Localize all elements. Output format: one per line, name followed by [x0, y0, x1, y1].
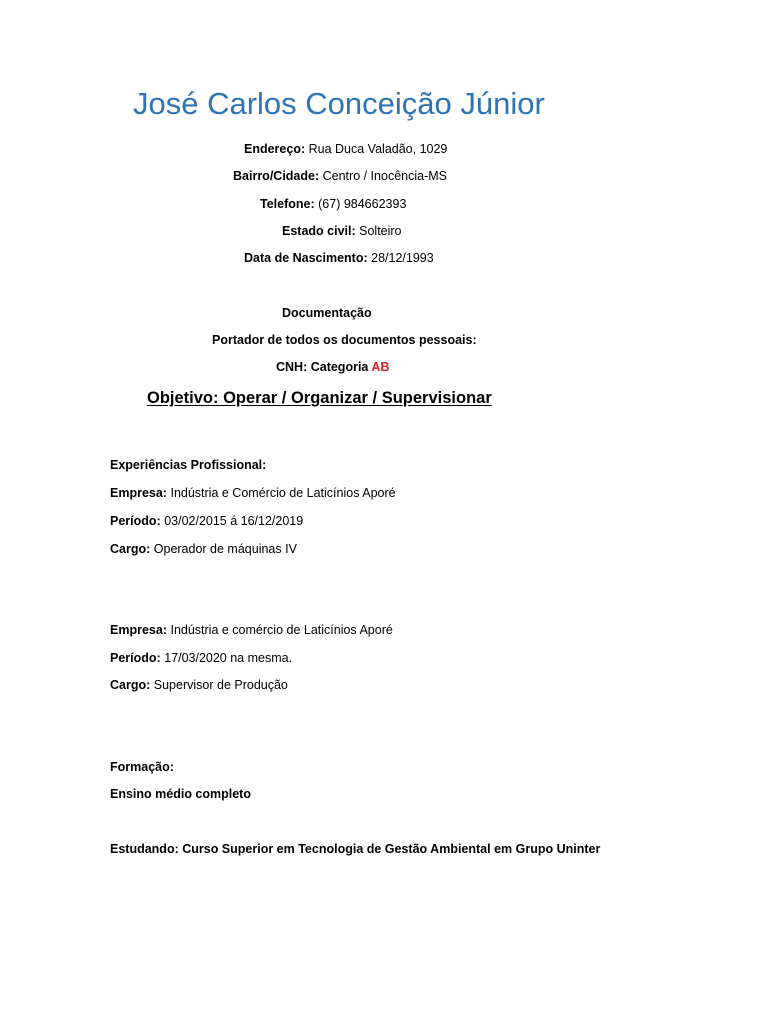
job-2-period — [110, 650, 292, 666]
job-2-company-value: Indústria e comércio de Laticínios Aporé — [170, 623, 393, 637]
job-1-period — [110, 513, 303, 529]
education-title: Formação: — [110, 760, 174, 774]
address-label: Endereço: — [244, 142, 306, 156]
cnh-line — [276, 359, 389, 375]
documents-statement: Portador de todos os documentos pessoais: — [212, 333, 477, 347]
objective-heading: Objetivo: Operar / Organizar / Supervisionar — [147, 389, 492, 407]
education-studying: Estudando: Curso Superior em Tecnologia de Gestão Ambiental em Grupo Uninter — [110, 842, 601, 856]
job-1-role — [110, 541, 297, 557]
job-1-role-value: Operador de máquinas IV — [153, 542, 297, 556]
phone-label: Telefone: — [260, 197, 315, 211]
city-label: Bairro/Cidade: — [233, 169, 320, 183]
civil-status-line — [282, 223, 402, 239]
job-2-company-label: Empresa: — [110, 623, 167, 637]
birth-date-value: 28/12/1993 — [371, 251, 434, 265]
job-2-role — [110, 677, 288, 693]
civil-status-value: Solteiro — [359, 224, 402, 238]
education-level: Ensino médio completo — [110, 787, 251, 801]
documents-title: Documentação — [282, 306, 372, 320]
job-1-period-label: Período: — [110, 514, 161, 528]
job-2-role-value: Supervisor de Produção — [153, 678, 288, 692]
phone-value: (67) 984662393 — [318, 197, 407, 211]
job-1-company-value: Indústria e Comércio de Laticínios Aporé — [170, 486, 396, 500]
job-1-company-label: Empresa: — [110, 486, 167, 500]
birth-date-line — [244, 250, 434, 266]
job-1-company — [110, 485, 396, 501]
birth-date-label: Data de Nascimento: — [244, 251, 368, 265]
job-1-period-value: 03/02/2015 á 16/12/2019 — [164, 514, 304, 528]
phone-line — [260, 196, 406, 212]
experience-title: Experiências Profissional: — [110, 458, 267, 472]
address-line — [244, 141, 447, 157]
cnh-label: CNH: Categoria — [276, 360, 369, 374]
candidate-name: José Carlos Conceição Júnior — [133, 86, 545, 121]
address-value: Rua Duca Valadão, 1029 — [308, 142, 448, 156]
cnh-category: AB — [371, 360, 390, 374]
job-2-role-label: Cargo: — [110, 678, 151, 692]
job-1-role-label: Cargo: — [110, 542, 151, 556]
job-2-period-value: 17/03/2020 na mesma. — [164, 651, 293, 665]
city-value: Centro / Inocência-MS — [322, 169, 447, 183]
civil-status-label: Estado civil: — [282, 224, 356, 238]
city-line — [233, 168, 447, 184]
job-2-company — [110, 622, 393, 638]
job-2-period-label: Período: — [110, 651, 161, 665]
